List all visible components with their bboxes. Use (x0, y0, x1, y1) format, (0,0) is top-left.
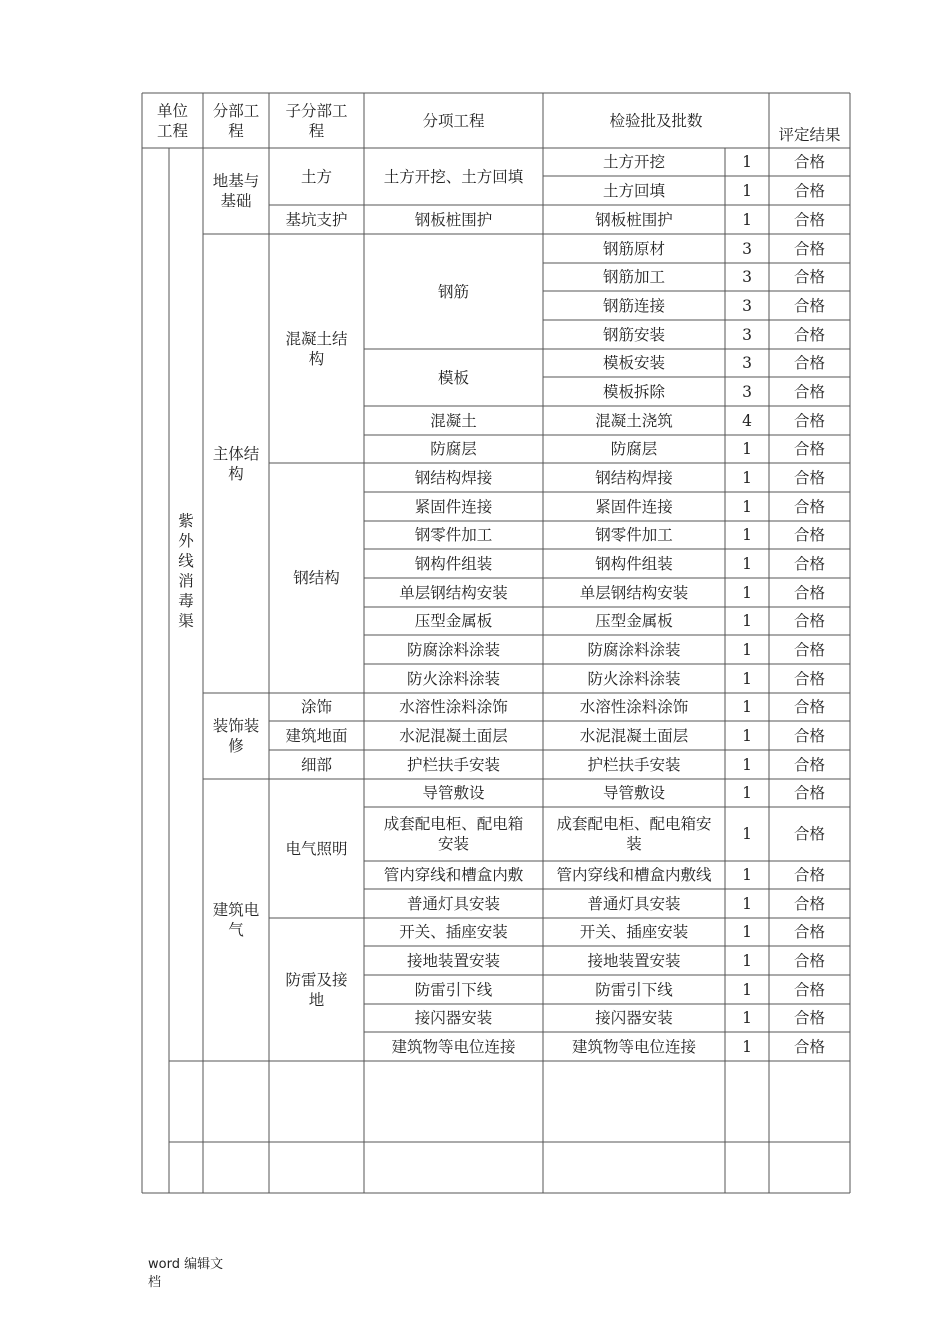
result-cell: 合格 (793, 923, 825, 941)
inspection-lot-cell: 模板拆除 (602, 382, 665, 401)
subdivision-cell: 细部 (300, 755, 332, 774)
inspection-lot-cell: 开关、插座安装 (579, 923, 689, 941)
inspection-lot-cell: 护栏扶手安装 (587, 755, 681, 774)
result-cell: 合格 (793, 669, 825, 688)
inspection-lot-cell: 压型金属板 (595, 612, 673, 630)
result-cell: 合格 (793, 296, 825, 315)
lot-count-cell: 1 (742, 210, 752, 229)
lot-count-cell: 3 (742, 296, 752, 315)
result-cell: 合格 (793, 411, 825, 430)
item-project-cell: 模板 (437, 368, 469, 387)
item-project-cell: 防火涂料涂装 (406, 669, 500, 688)
result-cell: 合格 (793, 1009, 825, 1027)
lot-count-cell: 3 (742, 325, 752, 344)
subdivision-cell: 电气照明 (285, 839, 348, 858)
inspection-lot-cell: 防雷引下线 (595, 980, 673, 999)
division-cell: 地基与 基础 (212, 172, 260, 210)
result-cell: 合格 (793, 755, 825, 774)
result-cell: 合格 (793, 894, 825, 913)
lot-count-cell: 1 (742, 554, 752, 573)
inspection-lot-cell: 普通灯具安装 (587, 894, 681, 913)
subdivision-cell: 土方 (300, 167, 332, 186)
result-cell: 合格 (793, 468, 825, 487)
item-project-cell: 成套配电柜、配电箱 安装 (383, 815, 524, 853)
inspection-lot-cell: 钢结构焊接 (595, 468, 673, 487)
inspection-lot-cell: 防腐层 (610, 440, 658, 458)
lot-count-cell: 3 (742, 268, 752, 286)
inspection-lot-cell: 钢零件加工 (595, 526, 673, 544)
item-project-cell: 接地装置安装 (406, 951, 500, 970)
item-project-cell: 水泥混凝土面层 (399, 726, 508, 745)
lot-count-cell: 1 (742, 468, 752, 487)
result-cell: 合格 (793, 698, 825, 716)
item-project-cell: 单层钢结构安装 (399, 583, 508, 602)
result-cell: 合格 (793, 825, 825, 843)
lot-count-cell: 1 (742, 497, 752, 516)
subdivision-cell: 涂饰 (300, 698, 332, 716)
lot-count-cell: 1 (742, 153, 752, 171)
lot-count-cell: 1 (742, 866, 752, 884)
inspection-lot-cell: 接闪器安装 (595, 1009, 673, 1027)
lot-count-cell: 1 (742, 894, 752, 913)
inspection-lot-cell: 钢板桩围护 (595, 210, 673, 229)
item-project-cell: 开关、插座安装 (399, 923, 508, 941)
inspection-lot-cell: 钢筋安装 (602, 325, 665, 344)
lot-count-cell: 1 (742, 1009, 752, 1027)
item-project-cell: 管内穿线和槽盒内敷 (383, 866, 524, 884)
subdivision-cell: 建筑地面 (285, 726, 348, 745)
item-project-cell: 导管敷设 (422, 784, 485, 802)
result-cell: 合格 (793, 784, 825, 802)
result-cell: 合格 (793, 640, 825, 659)
item-project-cell: 钢板桩围护 (414, 210, 493, 229)
lot-count-cell: 1 (742, 440, 752, 458)
subdivision-cell: 基坑支护 (285, 210, 348, 229)
inspection-lot-cell: 水溶性涂料涂饰 (579, 698, 689, 716)
inspection-lot-cell: 钢筋连接 (602, 296, 665, 315)
item-project-cell: 紧固件连接 (414, 497, 493, 516)
header-inspection-lot: 检验批及批数 (609, 111, 703, 130)
result-cell: 合格 (793, 951, 825, 970)
inspection-lot-cell: 水泥混凝土面层 (579, 726, 689, 745)
result-cell: 合格 (793, 440, 825, 458)
inspection-lot-cell: 单层钢结构安装 (579, 583, 689, 602)
result-cell: 合格 (793, 382, 825, 401)
item-project-cell: 接闪器安装 (414, 1009, 493, 1027)
lot-count-cell: 1 (742, 726, 752, 745)
lot-count-cell: 1 (742, 612, 752, 630)
result-cell: 合格 (793, 268, 825, 286)
lot-count-cell: 1 (742, 784, 752, 802)
lot-count-cell: 1 (742, 825, 752, 843)
subdivision-cell: 混凝土结 构 (285, 329, 348, 368)
result-cell: 合格 (793, 866, 825, 884)
header-sub-division: 子分部工 程 (285, 101, 348, 140)
inspection-lot-cell: 土方开挖 (602, 153, 665, 171)
result-cell: 合格 (793, 325, 825, 344)
result-cell: 合格 (793, 497, 825, 516)
result-cell: 合格 (793, 554, 825, 573)
item-project-cell: 水溶性涂料涂饰 (399, 698, 508, 716)
lot-count-cell: 1 (742, 923, 752, 941)
result-cell: 合格 (793, 583, 825, 602)
item-project-cell: 护栏扶手安装 (406, 755, 500, 774)
inspection-lot-cell: 管内穿线和槽盒内敷线 (556, 866, 712, 884)
inspection-lot-cell: 接地装置安装 (587, 951, 681, 970)
item-project-cell: 建筑物等电位连接 (391, 1037, 516, 1056)
unit-name-cell: 紫 外 线 消 毒 渠 (178, 511, 194, 630)
header-item-project: 分项工程 (422, 111, 485, 130)
lot-count-cell: 1 (742, 583, 752, 602)
inspection-lot-cell: 防火涂料涂装 (587, 669, 681, 688)
lot-count-cell: 1 (742, 640, 752, 659)
inspection-lot-cell: 钢筋加工 (602, 268, 665, 286)
lot-count-cell: 3 (742, 354, 752, 372)
result-cell: 合格 (793, 354, 825, 372)
result-cell: 合格 (793, 526, 825, 544)
lot-count-cell: 1 (742, 951, 752, 970)
result-cell: 合格 (793, 726, 825, 745)
inspection-lot-cell: 导管敷设 (602, 784, 665, 802)
item-project-cell: 普通灯具安装 (406, 894, 500, 913)
result-cell: 合格 (793, 612, 825, 630)
result-cell: 合格 (793, 239, 825, 258)
inspection-lot-cell: 防腐涂料涂装 (587, 640, 681, 659)
item-project-cell: 钢零件加工 (414, 526, 493, 544)
result-cell: 合格 (793, 153, 825, 171)
lot-count-cell: 3 (742, 239, 752, 258)
item-project-cell: 防腐涂料涂装 (406, 640, 500, 659)
division-cell: 装饰装 修 (212, 717, 260, 755)
lot-count-cell: 1 (742, 698, 752, 716)
result-cell: 合格 (793, 1037, 825, 1056)
inspection-lot-cell: 紧固件连接 (595, 497, 673, 516)
header-unit-project: 单位 工程 (156, 101, 188, 140)
item-project-cell: 钢结构焊接 (414, 468, 493, 487)
lot-count-cell: 1 (742, 526, 752, 544)
inspection-lot-cell: 模板安装 (602, 354, 665, 372)
lot-count-cell: 1 (742, 755, 752, 774)
header-division-project: 分部工 程 (212, 101, 260, 140)
division-cell: 建筑电 气 (212, 901, 260, 939)
item-project-cell: 钢筋 (437, 282, 469, 301)
inspection-lot-cell: 混凝土浇筑 (595, 411, 673, 430)
lot-count-cell: 4 (742, 411, 752, 430)
division-cell: 主体结 构 (212, 444, 260, 483)
inspection-lot-cell: 土方回填 (602, 181, 665, 200)
inspection-lot-cell: 钢筋原材 (602, 239, 665, 258)
item-project-cell: 钢构件组装 (414, 554, 493, 573)
subdivision-cell: 防雷及接 地 (285, 970, 348, 1009)
lot-count-cell: 1 (742, 1037, 752, 1056)
footer-watermark: word 编辑文 档 (148, 1257, 224, 1290)
inspection-lot-cell: 钢构件组装 (595, 554, 673, 573)
inspection-lot-cell: 建筑物等电位连接 (571, 1037, 696, 1056)
header-evaluation-result: 评定结果 (778, 125, 841, 144)
lot-count-cell: 1 (742, 181, 752, 200)
lot-count-cell: 1 (742, 669, 752, 688)
result-cell: 合格 (793, 980, 825, 999)
item-project-cell: 压型金属板 (414, 612, 493, 630)
result-cell: 合格 (793, 181, 825, 200)
subdivision-cell: 钢结构 (293, 569, 340, 587)
lot-count-cell: 3 (742, 382, 752, 401)
result-cell: 合格 (793, 210, 825, 229)
lot-count-cell: 1 (742, 980, 752, 999)
item-project-cell: 土方开挖、土方回填 (383, 167, 524, 186)
item-project-cell: 防腐层 (430, 440, 477, 458)
inspection-lot-cell: 成套配电柜、配电箱安 装 (556, 815, 712, 853)
item-project-cell: 混凝土 (430, 411, 477, 430)
item-project-cell: 防雷引下线 (414, 980, 493, 999)
